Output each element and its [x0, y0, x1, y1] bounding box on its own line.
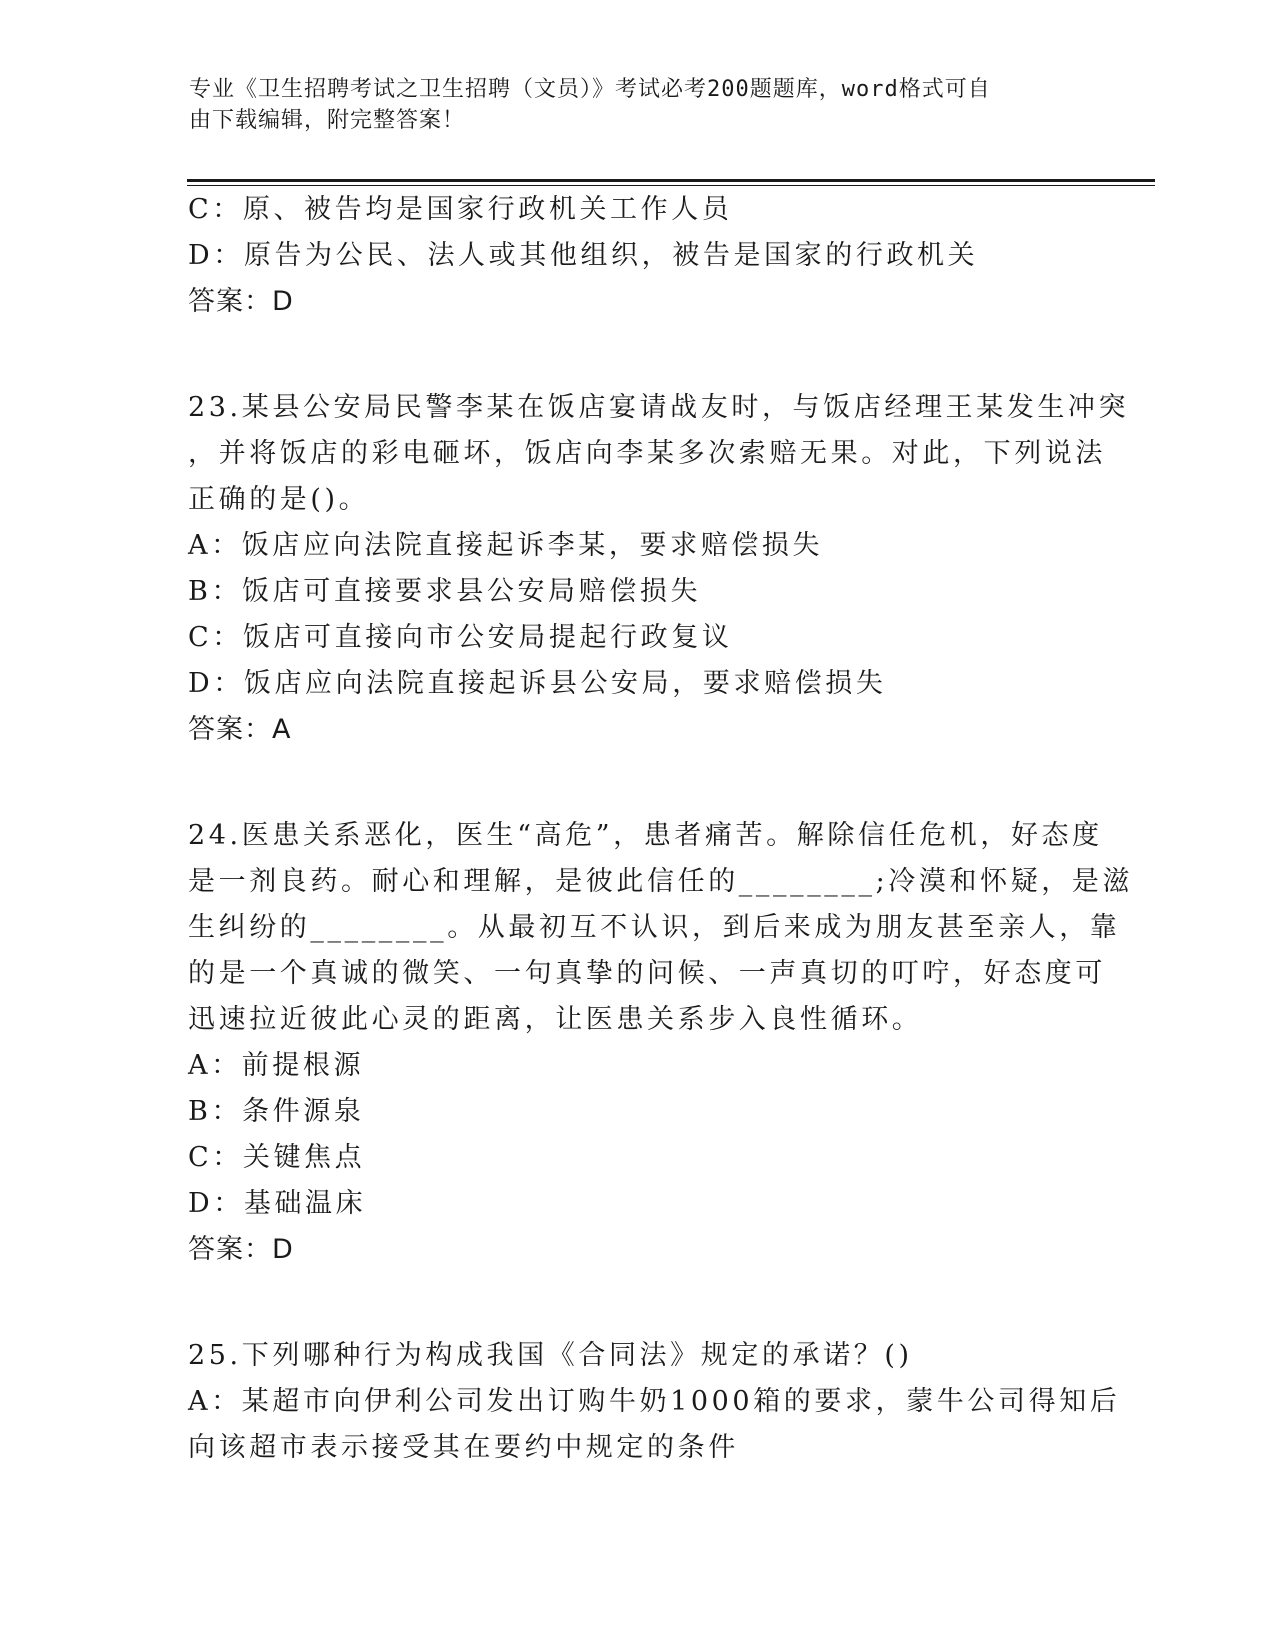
q24-option-a: A：前提根源 — [188, 1050, 365, 1081]
q22-answer: 答案：D — [188, 286, 294, 317]
q23-option-c: C：饭店可直接向市公安局提起行政复议 — [188, 622, 733, 653]
question-22 — [188, 187, 1088, 325]
q25-option-a-line: 向该超市表示接受其在要约中规定的条件 — [188, 1432, 739, 1463]
q24-stem-line: 24.医患关系恶化，医生“高危”，患者痛苦。解除信任危机，好态度 — [188, 820, 1103, 851]
q22-option-c: C：原、被告均是国家行政机关工作人员 — [188, 194, 733, 225]
header-divider-thin — [187, 185, 1155, 186]
document-body — [188, 187, 1134, 1471]
header-divider-thick — [187, 179, 1155, 182]
q24-option-d: D：基础温床 — [188, 1188, 367, 1219]
question-23 — [188, 385, 1130, 753]
q24-option-c: C：关键焦点 — [188, 1142, 366, 1173]
question-24 — [188, 813, 1134, 1273]
q23-option-b: B：饭店可直接要求县公安局赔偿损失 — [188, 576, 702, 607]
spacer — [188, 1273, 1088, 1333]
spacer — [188, 325, 1088, 385]
q23-answer: 答案：A — [188, 714, 292, 745]
q24-option-b: B：条件源泉 — [188, 1096, 365, 1127]
header-line-2: 由下载编辑，附完整答案！ — [189, 108, 466, 133]
q24-stem-line: 生纠纷的________。从最初互不认识，到后来成为朋友甚至亲人，靠 — [188, 912, 1121, 943]
q23-option-d: D：饭店应向法院直接起诉县公安局，要求赔偿损失 — [188, 668, 887, 699]
q24-stem-line: 的是一个真诚的微笑、一句真挚的问候、一声真切的叮咛，好态度可 — [188, 958, 1106, 989]
q23-option-a: A：饭店应向法院直接起诉李某，要求赔偿损失 — [188, 530, 824, 561]
q25-option-a-line: A：某超市向伊利公司发出订购牛奶1000箱的要求，蒙牛公司得知后 — [188, 1386, 1121, 1417]
spacer — [188, 753, 1088, 813]
q23-stem-line: 正确的是()。 — [188, 484, 370, 515]
document-header — [189, 74, 1069, 136]
q25-stem-line: 25.下列哪种行为构成我国《合同法》规定的承诺？() — [188, 1340, 913, 1371]
q24-stem-line: 迅速拉近彼此心灵的距离，让医患关系步入良性循环。 — [188, 1004, 923, 1035]
q24-stem-line: 是一剂良药。耐心和理解，是彼此信任的________;冷漠和怀疑，是滋 — [188, 866, 1134, 897]
q23-stem-line: 23.某县公安局民警李某在饭店宴请战友时，与饭店经理王某发生冲突 — [188, 392, 1130, 423]
q24-answer: 答案：D — [188, 1234, 294, 1265]
header-line-1: 专业《卫生招聘考试之卫生招聘（文员）》考试必考200题题库，word格式可自 — [189, 77, 991, 102]
question-25 — [188, 1333, 1121, 1471]
q22-option-d: D：原告为公民、法人或其他组织，被告是国家的行政机关 — [188, 240, 979, 271]
q23-stem-line: ，并将饭店的彩电砸坏，饭店向李某多次索赔无果。对此，下列说法 — [188, 438, 1106, 469]
